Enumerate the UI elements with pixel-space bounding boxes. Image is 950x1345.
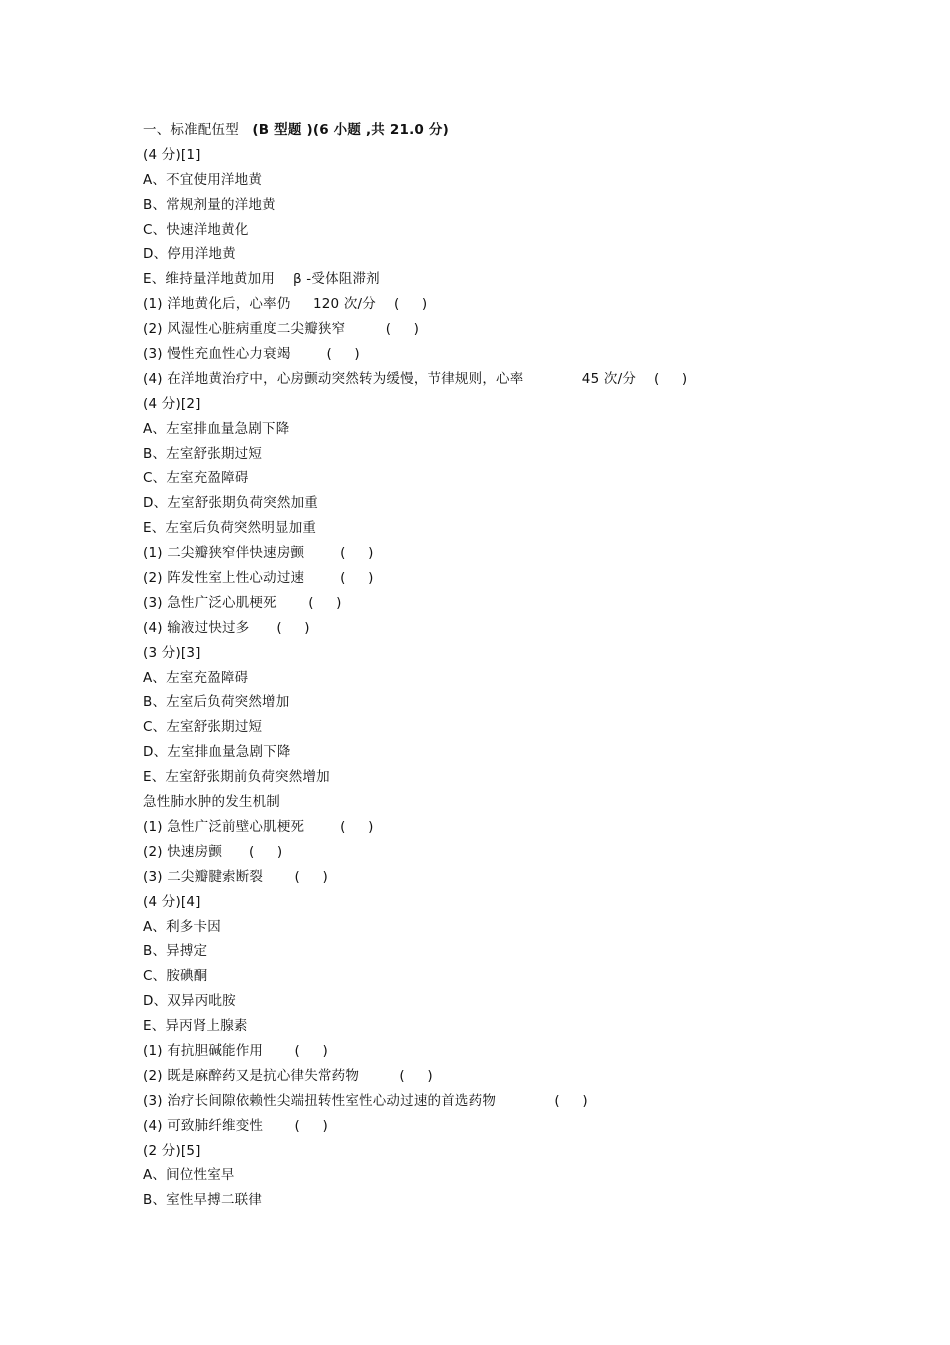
document-line: (3 分)[3] [143, 644, 201, 661]
document-line: (2 分)[5] [143, 1142, 201, 1159]
document-line: (2) 快速房颤 ( ) [143, 843, 283, 860]
document-line: 急性肺水肿的发生机制 [143, 794, 280, 811]
document-line: A、左室充盈障碍 [143, 669, 249, 686]
document-body [143, 118, 863, 1213]
document-line: (3) 治疗长间隙依赖性尖端扭转性室性心动过速的首选药物 ( ) [143, 1092, 588, 1109]
document-line: (3) 慢性充血性心力衰竭 ( ) [143, 346, 360, 363]
document-line: (1) 有抗胆碱能作用 ( ) [143, 1042, 328, 1059]
document-line: B、异搏定 [143, 943, 208, 960]
document-line: B、左室舒张期过短 [143, 445, 263, 462]
document-line: (4) 可致肺纤维变性 ( ) [143, 1117, 328, 1134]
document-line: (2) 阵发性室上性心动过速 ( ) [143, 570, 374, 587]
document-line: E、左室后负荷突然明显加重 [143, 520, 317, 537]
document-line: C、快速洋地黄化 [143, 221, 249, 238]
section-title [143, 118, 863, 143]
document-line: D、双异丙吡胺 [143, 993, 236, 1010]
document-line: (4 分)[1] [143, 146, 201, 163]
document-line: (4 分)[4] [143, 893, 201, 910]
document-line: C、左室舒张期过短 [143, 719, 263, 736]
document-line: A、利多卡因 [143, 918, 221, 935]
document-line: B、室性早搏二联律 [143, 1192, 263, 1209]
document-line: (1) 洋地黄化后，心率仍 120 次/分 ( ) [143, 296, 428, 313]
document-line: D、左室舒张期负荷突然加重 [143, 495, 318, 512]
document-line: (4 分)[2] [143, 395, 201, 412]
document-line: (2) 既是麻醉药又是抗心律失常药物 ( ) [143, 1067, 433, 1084]
section-title-detail: (B 型题 )(6 小题 ,共 21.0 分) [252, 122, 449, 138]
document-line: E、维持量洋地黄加用 β -受体阻滞剂 [143, 271, 380, 288]
document-line: C、胺碘酮 [143, 968, 208, 985]
document-line: B、左室后负荷突然增加 [143, 694, 290, 711]
document-line: (2) 风湿性心脏病重度二尖瓣狭窄 ( ) [143, 321, 420, 338]
document-line: (1) 急性广泛前壁心肌梗死 ( ) [143, 818, 374, 835]
document-line: A、左室排血量急剧下降 [143, 420, 290, 437]
document-line: (3) 急性广泛心肌梗死 ( ) [143, 594, 342, 611]
document-line: E、左室舒张期前负荷突然增加 [143, 769, 330, 786]
question-lines [143, 143, 863, 1213]
document-line: A、间位性室早 [143, 1167, 235, 1184]
document-line: D、左室排血量急剧下降 [143, 744, 291, 761]
document-line: (3) 二尖瓣腱索断裂 ( ) [143, 868, 328, 885]
document-line: B、常规剂量的洋地黄 [143, 196, 276, 213]
section-title-label: 一、标准配伍型 [143, 122, 239, 138]
document-line: E、异丙肾上腺素 [143, 1018, 248, 1035]
document-line: (1) 二尖瓣狭窄伴快速房颤 ( ) [143, 545, 374, 562]
document-line: A、不宜使用洋地黄 [143, 171, 263, 188]
document-line: (4) 在洋地黄治疗中，心房颤动突然转为缓慢，节律规则，心率 45 次/分 ( ) [143, 370, 688, 387]
document-line: D、停用洋地黄 [143, 246, 236, 263]
document-line: C、左室充盈障碍 [143, 470, 249, 487]
document-line: (4) 输液过快过多 ( ) [143, 619, 310, 636]
